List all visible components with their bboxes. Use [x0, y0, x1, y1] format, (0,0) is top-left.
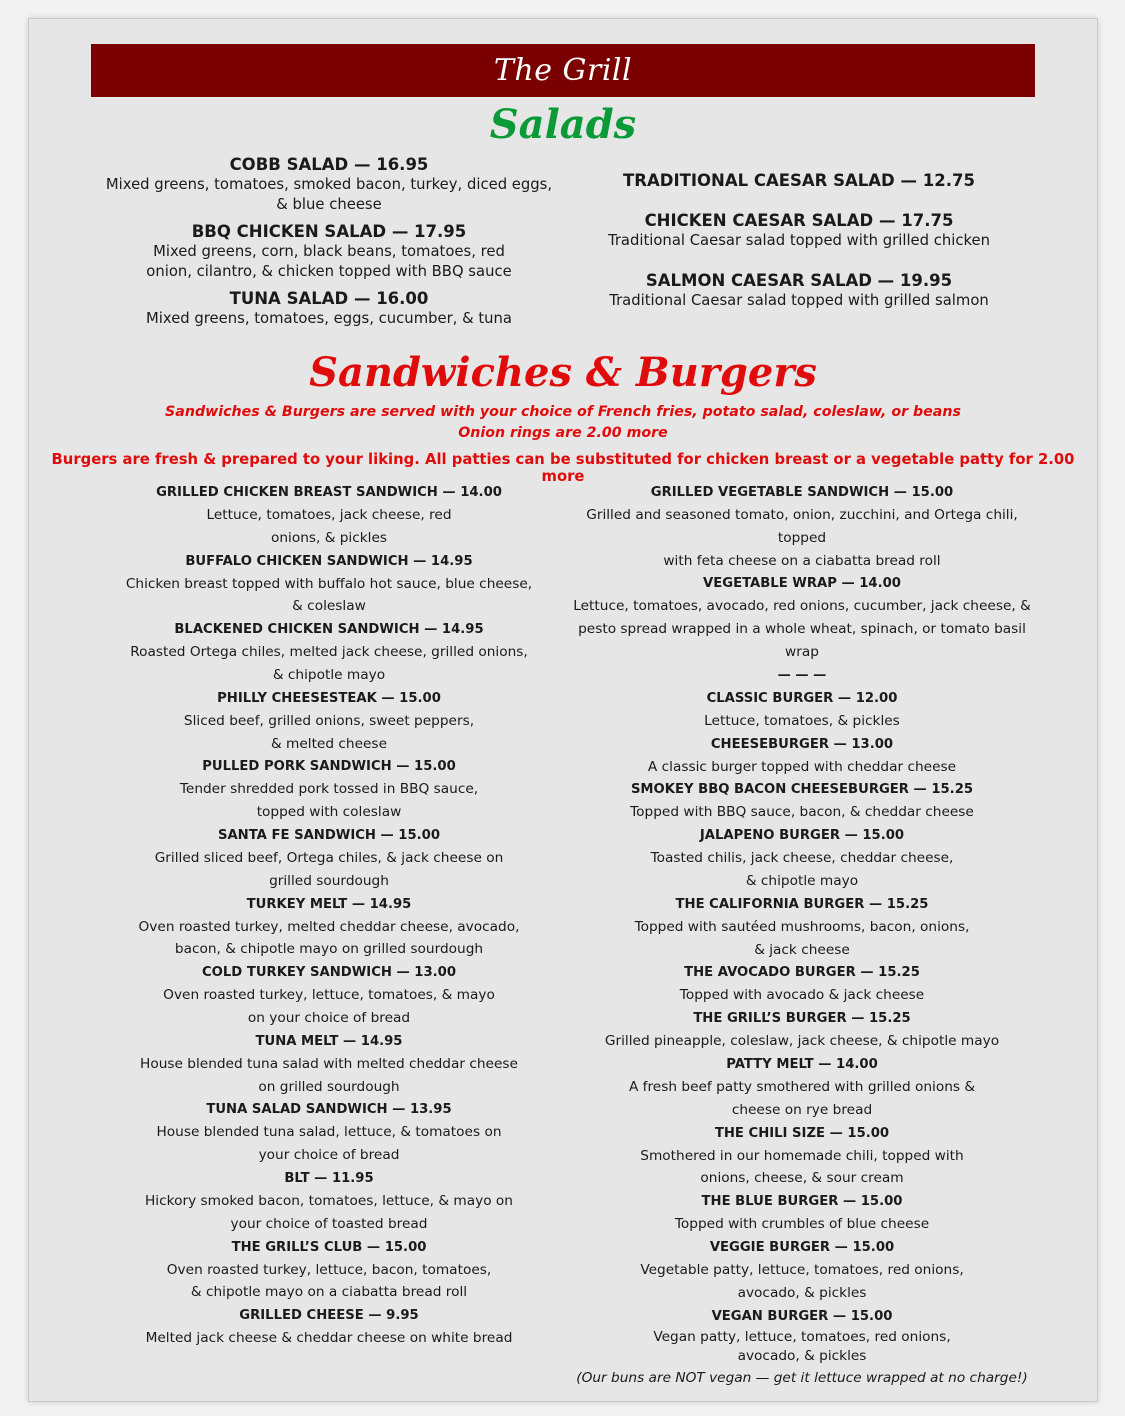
item-description: & jack cheese — [754, 941, 850, 958]
item-description: Mixed greens, tomatoes, smoked bacon, turkey, diced eggs, — [105, 176, 553, 193]
item-description: & blue cheese — [276, 195, 382, 213]
item-description: & chipotle mayo — [272, 666, 386, 683]
item-description: Oven roasted turkey, lettuce, tomatoes, & mayo — [163, 987, 495, 1004]
menu-item — [109, 961, 549, 1030]
item-name: TURKEY MELT — 14.95 — [246, 896, 412, 912]
item-name: THE CHILI SIZE — 15.00 — [714, 1125, 890, 1141]
menu-item — [109, 755, 549, 824]
item-description: Vegetable patty, lettuce, tomatoes, red onions, — [640, 1261, 964, 1278]
item-name: CHICKEN CAESAR SALAD — 17.75 — [644, 211, 954, 230]
sides-note: Sandwiches & Burgers are served with your choice of French fries, potato salad, coleslaw, or beans — [165, 404, 961, 420]
item-description: Topped with sautéed mushrooms, bacon, onions, — [634, 918, 970, 935]
item-description: on your choice of bread — [247, 1009, 411, 1026]
burger-substitution-note: Burgers are fresh & prepared to your liking. All patties can be substituted for chicken breast or a vegetable patty for 2.00 more — [51, 451, 1075, 485]
item-description: topped with coleslaw — [256, 804, 402, 821]
item-name: BBQ CHICKEN SALAD — 17.95 — [191, 222, 467, 241]
salads-right-column — [589, 171, 1009, 330]
item-name: SMOKEY BBQ BACON CHEESEBURGER — 15.25 — [630, 782, 974, 798]
menu-item — [109, 1030, 549, 1099]
item-name: JALAPENO BURGER — 15.00 — [699, 828, 905, 844]
menu-item — [567, 824, 1037, 893]
menu-item — [109, 1236, 549, 1305]
item-description: & melted cheese — [270, 735, 387, 752]
item-description: Mixed greens, corn, black beans, tomatoes, red — [153, 243, 505, 260]
item-description: Oven roasted turkey, melted cheddar cheese, avocado, — [138, 918, 520, 935]
vegan-buns-note: (Our buns are NOT vegan — get it lettuce wrapped at no charge!) — [576, 1369, 1028, 1386]
item-description: Traditional Caesar salad topped with grilled salmon — [609, 291, 989, 309]
item-description: Traditional Caesar salad topped with grilled chicken — [607, 232, 991, 249]
item-name: GRILLED VEGETABLE SANDWICH — 15.00 — [650, 485, 954, 500]
salads-left-column — [99, 155, 559, 337]
item-name: GRILLED CHEESE — 9.95 — [239, 1308, 419, 1324]
header-banner — [91, 44, 1035, 97]
item-description: grilled sourdough — [269, 872, 389, 889]
item-name: TRADITIONAL CAESAR SALAD — 12.75 — [623, 171, 975, 190]
menu-item — [567, 1190, 1037, 1236]
menu-page — [28, 18, 1098, 1402]
item-name: COBB SALAD — 16.95 — [229, 155, 429, 174]
item-name: TUNA SALAD SANDWICH — 13.95 — [206, 1102, 452, 1118]
item-description: Smothered in our homemade chili, topped with — [640, 1147, 964, 1164]
sandwiches-heading: Sandwiches & Burgers — [309, 349, 817, 396]
item-description: with feta cheese on a ciabatta bread roll — [663, 552, 941, 569]
menu-item — [567, 778, 1037, 824]
sandwiches-right-column — [567, 481, 1037, 1389]
sandwiches-left-column — [109, 481, 549, 1350]
menu-item — [589, 211, 1009, 251]
menu-item — [567, 1305, 1037, 1367]
item-description: avocado, & pickles — [737, 1348, 867, 1365]
item-description: A classic burger topped with cheddar cheese — [647, 758, 957, 775]
menu-item — [567, 893, 1037, 962]
item-name: THE GRILL’S CLUB — 15.00 — [231, 1239, 427, 1255]
item-description: House blended tuna salad with melted cheddar cheese — [140, 1055, 518, 1072]
item-name: VEGAN BURGER — 15.00 — [711, 1308, 893, 1324]
item-description: House blended tuna salad, lettuce, & tomatoes on — [156, 1124, 502, 1141]
item-name: GRILLED CHICKEN BREAST SANDWICH — 14.00 — [156, 485, 502, 500]
item-name: PULLED PORK SANDWICH — 15.00 — [202, 759, 456, 775]
menu-item — [567, 687, 1037, 733]
item-name: BLACKENED CHICKEN SANDWICH — 14.95 — [174, 622, 484, 638]
menu-item — [109, 824, 549, 893]
item-description: avocado, & pickles — [737, 1284, 867, 1301]
menu-item — [567, 1053, 1037, 1122]
item-description: & chipotle mayo on a ciabatta bread roll — [190, 1284, 468, 1301]
item-name: VEGGIE BURGER — 15.00 — [709, 1239, 895, 1255]
item-description: bacon, & chipotle mayo on grilled sourdough — [174, 941, 484, 958]
item-description: Grilled sliced beef, Ortega chiles, & jack cheese on — [154, 849, 504, 866]
item-description: onion, cilantro, & chicken topped with BBQ sauce — [146, 262, 512, 280]
item-description: cheese on rye bread — [731, 1101, 873, 1118]
item-description: Grilled pineapple, coleslaw, jack cheese, & chipotle mayo — [604, 1033, 1000, 1050]
item-name: THE GRILL’S BURGER — 15.25 — [693, 1011, 911, 1027]
item-name: VEGETABLE WRAP — 14.00 — [703, 576, 901, 592]
item-name: CHEESEBURGER — 13.00 — [710, 736, 894, 752]
item-description: pesto spread wrapped in a whole wheat, spinach, or tomato basil wrap — [578, 621, 1026, 660]
menu-item — [589, 171, 1009, 191]
menu-item — [589, 271, 1009, 311]
onion-rings-note: Onion rings are 2.00 more — [458, 425, 668, 441]
menu-item — [109, 1098, 549, 1167]
item-name: TUNA MELT — 14.95 — [255, 1033, 403, 1049]
item-name: THE CALIFORNIA BURGER — 15.25 — [675, 896, 929, 912]
menu-item — [99, 289, 559, 329]
item-name: SANTA FE SANDWICH — 15.00 — [217, 827, 441, 843]
item-name: TUNA SALAD — 16.00 — [229, 289, 429, 308]
item-description: Roasted Ortega chiles, melted jack cheese, grilled onions, — [130, 644, 528, 661]
menu-item — [567, 733, 1037, 779]
item-description: Chicken breast topped with buffalo hot sauce, blue cheese, — [125, 575, 533, 592]
item-name: CLASSIC BURGER — 12.00 — [706, 690, 898, 706]
item-description: Topped with crumbles of blue cheese — [674, 1216, 930, 1233]
menu-item — [567, 481, 1037, 572]
item-description: Vegan patty, lettuce, tomatoes, red onions, — [653, 1328, 951, 1345]
item-description: Lettuce, tomatoes, avocado, red onions, cucumber, jack cheese, & — [573, 598, 1031, 615]
menu-item — [567, 572, 1037, 663]
item-description: & coleslaw — [292, 598, 366, 615]
item-description: Lettuce, tomatoes, jack cheese, red — [206, 507, 452, 523]
menu-item — [109, 618, 549, 687]
item-description: your choice of toasted bread — [230, 1215, 428, 1232]
menu-item — [109, 550, 549, 619]
item-description: your choice of bread — [258, 1147, 400, 1164]
item-name: PATTY MELT — 14.00 — [726, 1056, 878, 1072]
item-description: Tender shredded pork tossed in BBQ sauce, — [179, 781, 479, 798]
item-name: PHILLY CHEESESTEAK — 15.00 — [217, 690, 441, 706]
menu-item — [99, 222, 559, 281]
item-name: THE AVOCADO BURGER — 15.25 — [684, 965, 920, 981]
item-description: Toasted chilis, jack cheese, cheddar cheese, — [650, 850, 954, 867]
menu-item — [109, 687, 549, 756]
item-name: BLT — 11.95 — [284, 1170, 374, 1186]
item-description: Mixed greens, tomatoes, eggs, cucumber, & tuna — [146, 310, 512, 327]
item-description: on grilled sourdough — [258, 1078, 400, 1095]
item-name: COLD TURKEY SANDWICH — 13.00 — [202, 965, 456, 981]
menu-item — [109, 1304, 549, 1350]
separator-row — [567, 664, 1037, 687]
item-description: Oven roasted turkey, lettuce, bacon, tomatoes, — [166, 1261, 492, 1278]
item-description: A fresh beef patty smothered with grilled onions & — [628, 1078, 976, 1095]
item-description: Grilled and seasoned tomato, onion, zucchini, and Ortega chili, topped — [586, 507, 1018, 546]
menu-item — [567, 1007, 1037, 1053]
item-description: onions, cheese, & sour cream — [700, 1170, 904, 1187]
item-description: & chipotle mayo — [745, 872, 859, 889]
menu-item — [109, 481, 549, 550]
restaurant-name: The Grill — [493, 53, 633, 88]
menu-item — [109, 893, 549, 962]
item-description: onions, & pickles — [270, 529, 388, 546]
menu-item — [109, 1167, 549, 1236]
menu-item — [99, 155, 559, 214]
menu-item — [567, 961, 1037, 1007]
item-name: SALMON CAESAR SALAD — 19.95 — [645, 270, 953, 290]
salads-heading: Salads — [489, 101, 637, 148]
item-description: Hickory smoked bacon, tomatoes, lettuce, & mayo on — [145, 1192, 513, 1209]
section-separator: — — — — [777, 667, 827, 683]
item-description: Topped with avocado & jack cheese — [679, 987, 925, 1004]
menu-item — [567, 1122, 1037, 1191]
item-description: Lettuce, tomatoes, & pickles — [704, 712, 900, 729]
item-description: Melted jack cheese & cheddar cheese on white bread — [145, 1330, 513, 1347]
item-name: BUFFALO CHICKEN SANDWICH — 14.95 — [185, 553, 473, 569]
item-name: THE BLUE BURGER — 15.00 — [701, 1194, 903, 1210]
menu-item — [567, 1236, 1037, 1305]
item-description: Topped with BBQ sauce, bacon, & cheddar cheese — [630, 804, 974, 821]
item-description: Sliced beef, grilled onions, sweet peppers, — [183, 712, 475, 729]
